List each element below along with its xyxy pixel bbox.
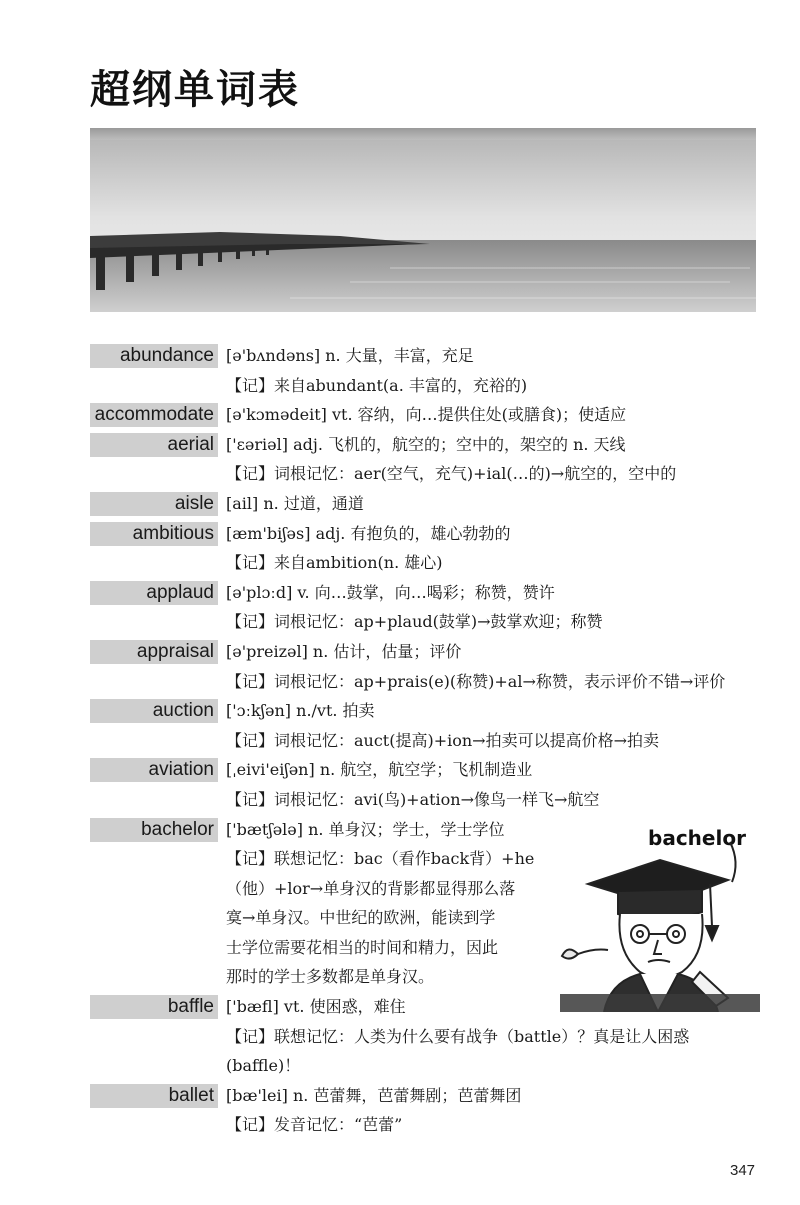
headword: aisle — [90, 492, 218, 516]
memory-note: （他）+lor→单身汉的背影都显得那么落 — [226, 878, 516, 898]
entry-ambitious — [90, 520, 760, 550]
headword: ambitious — [90, 522, 218, 546]
definition: [ail] n. 过道，通道 — [226, 493, 364, 513]
banner-photo — [90, 140, 756, 312]
entry-note — [90, 608, 760, 638]
entry-note — [90, 549, 760, 579]
headword: aviation — [90, 758, 218, 782]
entry-aerial — [90, 431, 760, 461]
memory-note: 【记】来自abundant(a. 丰富的，充裕的) — [226, 375, 528, 395]
memory-note: 【记】来自ambition(n. 雄心) — [226, 553, 443, 573]
entry-note — [90, 786, 760, 816]
headword: abundance — [90, 344, 218, 368]
entry-ballet — [90, 1082, 760, 1112]
entry-applaud — [90, 579, 760, 609]
memory-note: 【记】词根记忆：auct(提高)+ion→拍卖可以提高价格→拍卖 — [226, 730, 659, 750]
banner-strip — [90, 128, 756, 140]
entry-accommodate — [90, 401, 760, 431]
memory-note: 【记】词根记忆：aer(空气，充气)+ial(…的)→航空的，空中的 — [226, 464, 677, 484]
memory-note: (baffle)！ — [226, 1056, 301, 1076]
page-number: 347 — [730, 1162, 756, 1179]
memory-note: 那时的学士多数都是单身汉。 — [226, 967, 435, 987]
definition: [ə'plɔːd] v. 向…鼓掌，向…喝彩；称赞，赞许 — [226, 582, 555, 602]
page-title: 超纲单词表 — [90, 67, 300, 113]
entry-note — [90, 1023, 760, 1053]
headword: accommodate — [90, 403, 218, 427]
entry-note — [90, 727, 760, 757]
memory-note: 【记】发音记忆：“芭蕾” — [226, 1115, 403, 1135]
entry-note — [90, 372, 760, 402]
definition: [ə'preizəl] n. 估计，估量；评价 — [226, 641, 462, 661]
entry-aisle — [90, 490, 760, 520]
definition: ['ɛəriəl] adj. 飞机的，航空的；空中的，架空的 n. 天线 — [226, 434, 626, 454]
headword: appraisal — [90, 640, 218, 664]
definition: ['ɔːkʃən] n./vt. 拍卖 — [226, 701, 375, 721]
cartoon-label: bachelor — [648, 826, 746, 850]
definition: [bæ'lei] n. 芭蕾舞，芭蕾舞剧；芭蕾舞团 — [226, 1085, 522, 1105]
memory-note: 寞→单身汉。中世纪的欧洲，能读到学 — [226, 908, 496, 928]
headword: ballet — [90, 1084, 218, 1108]
entry-note — [90, 460, 760, 490]
definition: [ə'bʌndəns] n. 大量，丰富，充足 — [226, 346, 474, 365]
entry-auction — [90, 697, 760, 727]
definition: ['bætʃələ] n. 单身汉；学士，学士学位 — [226, 819, 505, 839]
headword: aerial — [90, 433, 218, 457]
entry-appraisal — [90, 638, 760, 668]
headword: baffle — [90, 995, 218, 1019]
vocabulary-list — [90, 342, 760, 1141]
entry-note — [90, 1111, 760, 1141]
memory-note: 【记】词根记忆：ap+plaud(鼓掌)→鼓掌欢迎；称赞 — [226, 612, 603, 632]
memory-note: 【记】联想记忆：人类为什么要有战争（battle）？真是让人困惑 — [226, 1026, 690, 1046]
definition: [æm'biʃəs] adj. 有抱负的，雄心勃勃的 — [226, 523, 511, 543]
headword: bachelor — [90, 818, 218, 842]
definition: [ˌeivi'eiʃən] n. 航空，航空学；飞机制造业 — [226, 760, 533, 780]
headword: applaud — [90, 581, 218, 605]
memory-note: 【记】联想记忆：bac（看作back背）+he — [226, 849, 535, 869]
definition: [ə'kɔmədeit] vt. 容纳，向…提供住处(或膳食)；使适应 — [226, 405, 627, 425]
definition: ['bæfl] vt. 使困惑，难住 — [226, 997, 406, 1017]
entry-abundance — [90, 342, 760, 372]
entry-note — [90, 668, 760, 698]
entry-aviation — [90, 756, 760, 786]
headword: auction — [90, 699, 218, 723]
bachelor-cartoon-illustration — [560, 822, 760, 1012]
memory-note: 【记】词根记忆：ap+prais(e)(称赞)+al→称赞，表示评价不错→评价 — [226, 671, 726, 691]
memory-note: 【记】词根记忆：avi(鸟)+ation→像鸟一样飞→航空 — [226, 789, 600, 809]
entry-note — [90, 1052, 760, 1082]
memory-note: 士学位需要花相当的时间和精力，因此 — [226, 937, 499, 957]
